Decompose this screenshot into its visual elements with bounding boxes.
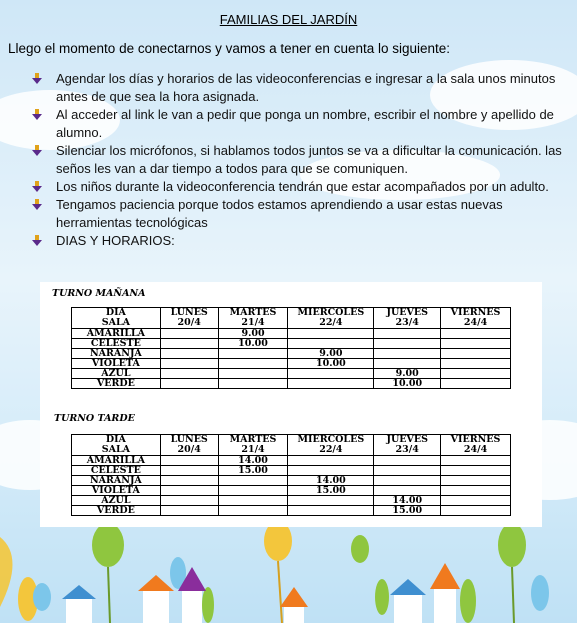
table-row (72, 466, 511, 476)
time-cell (374, 349, 441, 359)
time-cell (160, 506, 218, 516)
time-cell: 14.00 (374, 496, 441, 506)
time-cell (441, 466, 511, 476)
time-cell (288, 339, 374, 349)
page-title: FAMILIAS DEL JARDÍN (219, 12, 358, 27)
table-row (72, 359, 511, 369)
schedule-panel (40, 282, 542, 527)
time-cell (288, 506, 374, 516)
time-cell (288, 456, 374, 466)
sala-name-cell: AMARILLA (72, 329, 161, 339)
intro-text: Llego el momento de conectarnos y vamos a tener en cuenta lo siguiente: (8, 41, 451, 56)
list-item: Agendar los días y horarios de las videoconferencias e ingresar a la sala unos minutos antes de que sea la hora asignada. (30, 70, 575, 106)
day-header-cell: VIERNES 24/4 (441, 308, 511, 329)
time-cell (441, 329, 511, 339)
time-cell (374, 476, 441, 486)
time-cell (441, 349, 511, 359)
sala-name-cell: VERDE (72, 379, 161, 389)
time-cell: 10.00 (218, 339, 288, 349)
time-cell (441, 506, 511, 516)
time-cell (218, 506, 288, 516)
day-header-cell: LUNES 20/4 (160, 308, 218, 329)
time-cell: 9.00 (218, 329, 288, 339)
time-cell (218, 359, 288, 369)
pin-bullet-icon (32, 235, 42, 247)
morning-shift-label: TURNO MAÑANA (52, 288, 146, 299)
list-item: Tengamos paciencia porque todos estamos aprendiendo a usar estas nuevas herramientas tecnológicas (30, 196, 575, 232)
sala-name-cell: AZUL (72, 496, 161, 506)
time-cell (218, 349, 288, 359)
day-header-cell: JUEVES 23/4 (374, 435, 441, 456)
time-cell: 15.00 (374, 506, 441, 516)
time-cell (374, 486, 441, 496)
sala-name-cell: AMARILLA (72, 456, 161, 466)
corner-header-cell: DIA SALA (72, 308, 161, 329)
time-cell (218, 496, 288, 506)
day-header-cell: JUEVES 23/4 (374, 308, 441, 329)
time-cell (218, 486, 288, 496)
time-cell (374, 466, 441, 476)
time-cell (160, 349, 218, 359)
time-cell (288, 369, 374, 379)
time-cell (441, 359, 511, 369)
afternoon-shift-label: TURNO TARDE (54, 413, 135, 424)
afternoon-schedule-table (71, 434, 511, 516)
pin-bullet-icon (32, 73, 42, 85)
time-cell: 9.00 (288, 349, 374, 359)
sala-name-cell: VIOLETA (72, 359, 161, 369)
sala-name-cell: NARANJA (72, 349, 161, 359)
day-header-cell: MIERCOLES 22/4 (288, 435, 374, 456)
time-cell (160, 476, 218, 486)
time-cell (218, 379, 288, 389)
table-row (72, 379, 511, 389)
time-cell (218, 476, 288, 486)
time-cell: 10.00 (288, 359, 374, 369)
sala-name-cell: AZUL (72, 369, 161, 379)
sala-name-cell: VERDE (72, 506, 161, 516)
time-cell (288, 466, 374, 476)
time-cell: 14.00 (288, 476, 374, 486)
table-row (72, 506, 511, 516)
time-cell (288, 379, 374, 389)
table-header-row (72, 435, 511, 456)
table-row (72, 329, 511, 339)
time-cell (374, 456, 441, 466)
sala-name-cell: CELESTE (72, 339, 161, 349)
time-cell (441, 486, 511, 496)
time-cell (160, 456, 218, 466)
table-row (72, 349, 511, 359)
pin-bullet-icon (32, 109, 42, 121)
table-row (72, 456, 511, 466)
time-cell (441, 496, 511, 506)
time-cell (441, 456, 511, 466)
table-row (72, 476, 511, 486)
list-item: Los niños durante la videoconferencia tendrán que estar acompañados por un adulto. (30, 178, 575, 196)
day-header-cell: MARTES 21/4 (218, 435, 288, 456)
time-cell (374, 339, 441, 349)
time-cell (160, 486, 218, 496)
time-cell: 10.00 (374, 379, 441, 389)
pin-bullet-icon (32, 199, 42, 211)
table-header-row (72, 308, 511, 329)
day-header-cell: MARTES 21/4 (218, 308, 288, 329)
time-cell (441, 379, 511, 389)
time-cell (160, 339, 218, 349)
table-row (72, 369, 511, 379)
time-cell (218, 369, 288, 379)
time-cell (160, 369, 218, 379)
time-cell (160, 379, 218, 389)
time-cell (160, 496, 218, 506)
sala-name-cell: NARANJA (72, 476, 161, 486)
time-cell (160, 359, 218, 369)
time-cell (160, 466, 218, 476)
time-cell: 9.00 (374, 369, 441, 379)
pin-bullet-icon (32, 145, 42, 157)
sala-name-cell: CELESTE (72, 466, 161, 476)
time-cell (374, 359, 441, 369)
houses-group (62, 563, 460, 623)
day-header-cell: VIERNES 24/4 (441, 435, 511, 456)
time-cell: 14.00 (218, 456, 288, 466)
list-item: Silenciar los micrófonos, si hablamos todos juntos se va a dificultar la comunicación. las seños les van a dar tiempo a todos para que se comuniquen. (30, 142, 575, 178)
time-cell (160, 329, 218, 339)
list-item: Al acceder al link le van a pedir que ponga un nombre, escribir el nombre y apellido de alumno. (30, 106, 575, 142)
time-cell: 15.00 (218, 466, 288, 476)
table-row (72, 496, 511, 506)
sala-name-cell: VIOLETA (72, 486, 161, 496)
time-cell (288, 329, 374, 339)
time-cell (441, 369, 511, 379)
time-cell (288, 496, 374, 506)
time-cell (441, 339, 511, 349)
time-cell: 15.00 (288, 486, 374, 496)
pin-bullet-icon (32, 181, 42, 193)
balloons-and-houses-illustration (0, 527, 577, 623)
morning-schedule-table (71, 307, 511, 389)
day-header-cell: LUNES 20/4 (160, 435, 218, 456)
table-row (72, 339, 511, 349)
table-row (72, 486, 511, 496)
time-cell (374, 329, 441, 339)
instructions-list (30, 70, 575, 250)
corner-header-cell: DIA SALA (72, 435, 161, 456)
day-header-cell: MIERCOLES 22/4 (288, 308, 374, 329)
list-item: DIAS Y HORARIOS: (30, 232, 575, 250)
time-cell (441, 476, 511, 486)
